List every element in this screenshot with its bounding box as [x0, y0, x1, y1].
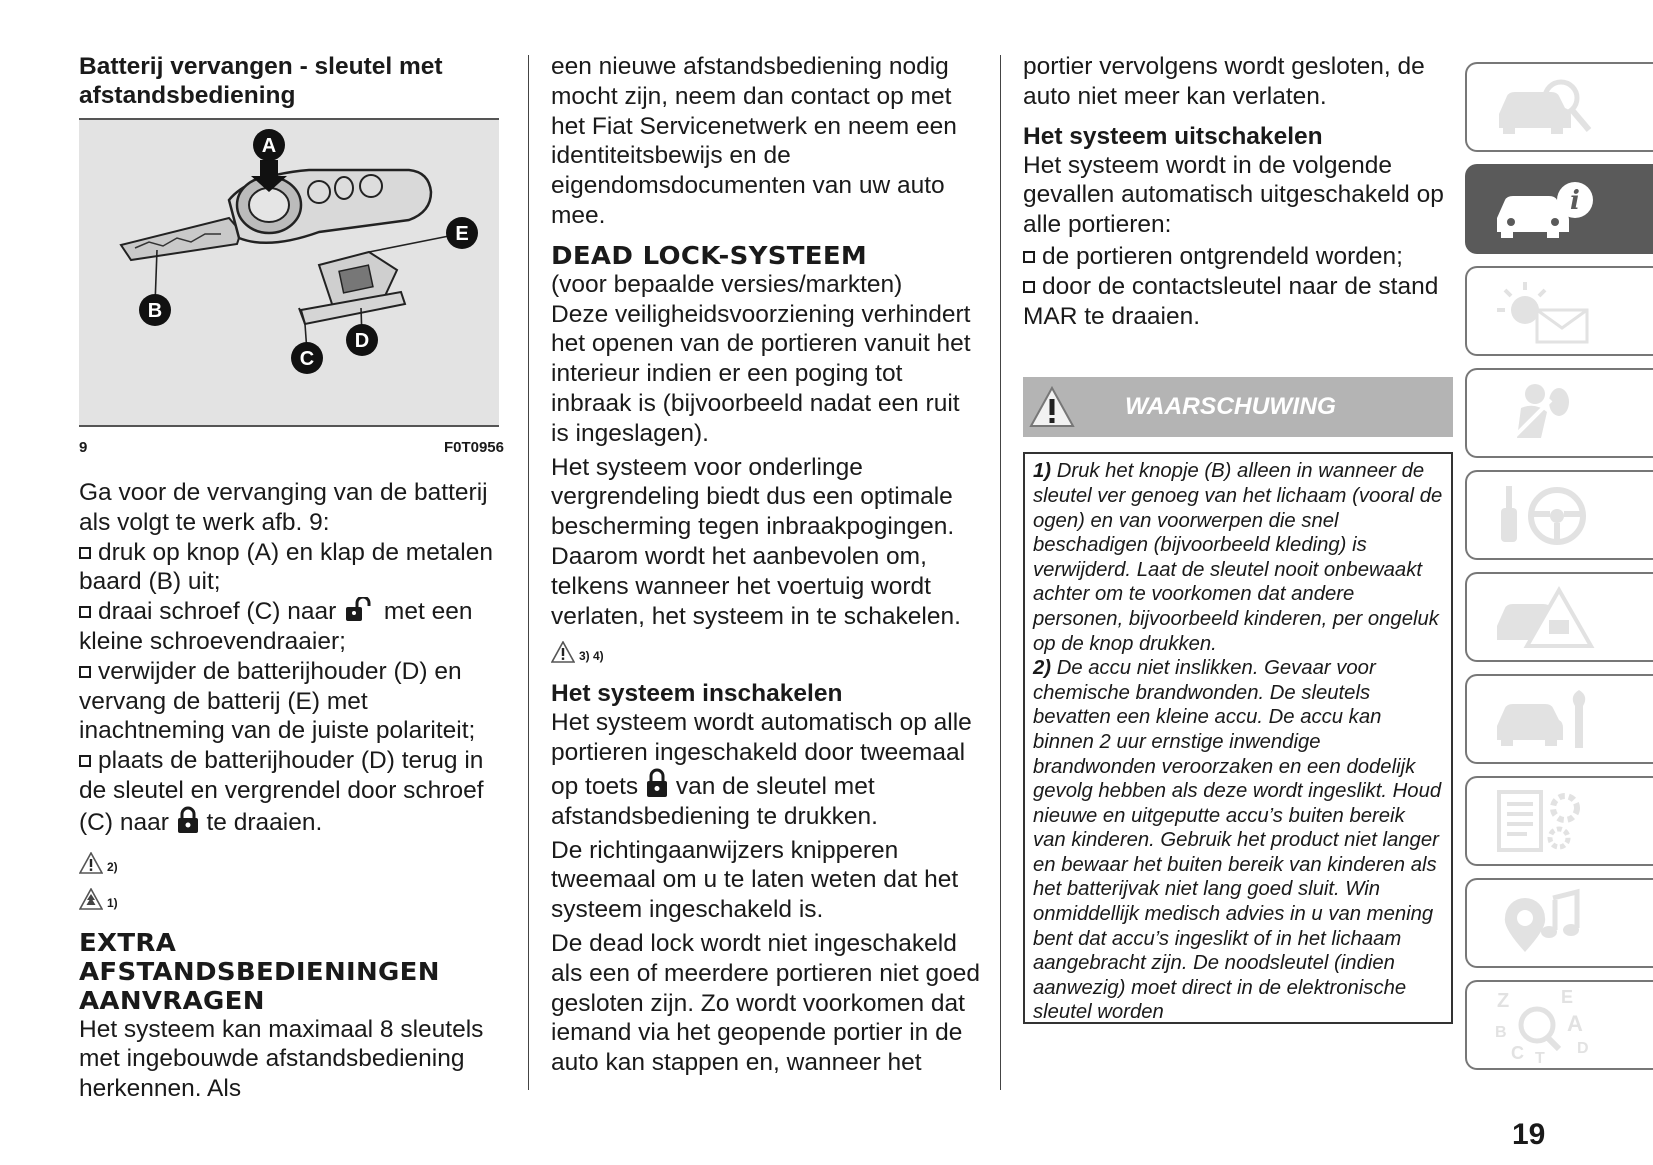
- warning-box: [1023, 452, 1453, 1024]
- tab-emergency[interactable]: [1465, 572, 1653, 662]
- svg-text:D: D: [354, 330, 370, 352]
- tab-airbag[interactable]: [1465, 368, 1653, 458]
- checkbox-bullet: [79, 666, 91, 678]
- lock-icon: [176, 806, 200, 834]
- warning-ref: 2): [79, 842, 504, 874]
- svg-text:B: B: [1495, 1024, 1507, 1041]
- svg-text:E: E: [455, 223, 469, 245]
- environment-ref: 1): [79, 878, 504, 910]
- tab-index[interactable]: [1465, 980, 1653, 1070]
- column-divider: [1000, 55, 1001, 1090]
- svg-text:A: A: [1567, 1011, 1583, 1036]
- tab-maintenance[interactable]: [1465, 674, 1653, 764]
- column-right: [1023, 52, 1453, 1024]
- technical-data-icon: [1491, 786, 1601, 856]
- tab-technical-data[interactable]: [1465, 776, 1653, 866]
- index-icon: [1491, 985, 1601, 1065]
- battery-heading: Batterij vervangen - sleutel met afstandsbediening: [79, 53, 443, 109]
- warning-triangle-icon: [551, 641, 575, 663]
- tab-multimedia[interactable]: [1465, 878, 1653, 968]
- warning-header: [1023, 377, 1453, 437]
- remotes-para-cont: een nieuwe afstandsbediening nodig mocht zijn, neem dan contact op met het Fiat Servicenetwerk en neem een identiteitsbewijs en de eigendomsdocumenten van uw auto mee.: [551, 53, 957, 229]
- environment-triangle-icon: [79, 888, 103, 910]
- svg-text:i: i: [1570, 186, 1580, 216]
- tab-car-search[interactable]: [1465, 62, 1653, 152]
- svg-text:C: C: [1511, 1043, 1524, 1063]
- svg-text:D: D: [1577, 1040, 1589, 1057]
- checkbox-bullet: [79, 547, 91, 559]
- svg-text:A: A: [261, 135, 277, 157]
- lock-icon: [645, 768, 669, 798]
- key-figure: [79, 118, 499, 427]
- emergency-icon: [1491, 582, 1601, 652]
- warning-item-1: 1) Druk het knopje (B) alleen in wanneer de sleutel ver genoeg van het lichaam (vooral de ogen) en van voorwerpen die snel beschadigen (bijvoorbeeld kleding) is verwijderd. Laat de sleutel nooit onbewaakt achter om te voorkomen dat andere personen, bijvoorbeeld kinderen, per ongeluk op de knop drukken.: [1033, 460, 1443, 655]
- unlock-icon: [343, 597, 377, 623]
- svg-text:T: T: [1535, 1050, 1545, 1065]
- deadlock-para-cont: portier vervolgens wordt gesloten, de auto niet meer kan verlaten.: [1023, 53, 1425, 110]
- column-middle: [551, 52, 981, 1078]
- enable-p2: De richtingaanwijzers knipperen tweemaal om u te laten weten dat het systeem ingeschakeld is.: [551, 836, 959, 924]
- step-item: draai schroef (C) naar met een kleine schroevendraaier;: [79, 598, 473, 655]
- tab-key-steering[interactable]: [1465, 470, 1653, 560]
- enable-subheading: Het systeem inschakelen: [551, 680, 843, 708]
- svg-text:E: E: [1561, 987, 1574, 1007]
- column-left: [79, 52, 504, 1104]
- dead-lock-heading: DEAD LOCK-SYSTEEM: [551, 240, 868, 270]
- dead-lock-p1: Deze veiligheidsvoorziening verhindert het openen van de portieren vanuit het interieur indien er een poging tot inbraak is (bijvoorbeeld nadat een ruit is ingeslagen).: [551, 300, 971, 447]
- key-illustration: [79, 120, 499, 425]
- tab-lights-message[interactable]: [1465, 266, 1653, 356]
- svg-text:B: B: [147, 300, 163, 322]
- page-number: 19: [1512, 1118, 1546, 1151]
- extra-remotes-para: Het systeem kan maximaal 8 sleutels met ingebouwde afstandsbediening herkennen. Als: [79, 1015, 484, 1103]
- checkbox-bullet: [1023, 251, 1035, 263]
- disable-item: de portieren ontgrendeld worden;: [1023, 242, 1453, 272]
- checkbox-bullet: [79, 755, 91, 767]
- callout-c: [291, 342, 323, 374]
- warning-triangle-icon: [79, 852, 103, 874]
- dead-lock-p2: Het systeem voor onderlinge vergrendeling biedt dus een optimale bescherming tegen inbraakpogingen. Daarom wordt het aanbevolen om, telkens wanneer het voertuig wordt verlaten, het systeem in te schakelen.: [551, 453, 961, 630]
- callout-d: [346, 324, 378, 356]
- callout-e: [446, 217, 478, 249]
- callout-a: [253, 129, 285, 161]
- versions-note: (voor bepaalde versies/markten): [551, 270, 903, 298]
- callout-b: [139, 294, 171, 326]
- warning-title: WAARSCHUWING: [1125, 393, 1336, 421]
- step-item: verwijder de batterijhouder (D) en vervang de batterij (E) met inachtneming van de juiste polariteit;: [79, 657, 476, 745]
- checkbox-bullet: [79, 606, 91, 618]
- enable-p3: De dead lock wordt niet ingeschakeld als een of meerdere portieren niet goed gesloten zijn. Zo wordt voorkomen dat iemand via het geopende portier in de auto kan stappen en, wanneer het: [551, 929, 981, 1077]
- maintenance-icon: [1491, 684, 1601, 754]
- disable-item: door de contactsleutel naar de stand MAR te draaien.: [1023, 272, 1439, 330]
- airbag-icon: [1491, 378, 1601, 448]
- figure-caption: [79, 439, 504, 456]
- column-divider: [528, 55, 529, 1090]
- enable-p1: Het systeem wordt automatisch op alle portieren ingeschakeld door tweemaal op toets van de sleutel met afstandsbediening te drukken.: [551, 709, 972, 830]
- multimedia-icon: [1491, 888, 1601, 958]
- battery-intro: Ga voor de vervanging van de batterij als volgt te werk afb. 9:: [79, 479, 488, 536]
- step-item: druk op knop (A) en klap de metalen baard (B) uit;: [79, 538, 493, 596]
- car-search-icon: [1491, 72, 1601, 142]
- extra-remotes-heading: EXTRA AFSTANDSBEDIENINGEN AANVRAGEN: [79, 927, 440, 1015]
- warning-item-2: 2) De accu niet inslikken. Gevaar voor chemische brandwonden. De sleutels bevatten een kleine accu. De accu kan binnen 2 uur ernstige inwendige brandwonden veroorzaken en een dodelijk gevolg hebben als deze wordt ingeslikt. Houd nieuwe en uitgeputte accu’s buiten bereik van kinderen. Gebruik het product niet langer en bewaar het buiten bereik van kinderen als het batterijvak niet lang goed sluit. Win onmiddellijk medisch advies in u van mening bent dat accu’s ingeslikt of in het lichaam aangebracht zijn. De noodsleutel (indien aanwezig) moet direct in de elektronische sleutel worden: [1033, 657, 1442, 1024]
- figure-number: 9: [79, 439, 88, 456]
- svg-text:C: C: [299, 348, 315, 370]
- step-item: plaats de batterijhouder (D) terug in de sleutel en vergrendel door schroef (C) naar te draaien.: [79, 747, 484, 836]
- svg-text:Z: Z: [1497, 990, 1510, 1012]
- car-info-icon: [1491, 174, 1601, 244]
- figure-code: F0T0956: [443, 439, 504, 456]
- disable-p1: Het systeem wordt in de volgende gevallen automatisch uitgeschakeld op alle portieren:: [1023, 151, 1444, 239]
- tab-car-info[interactable]: [1465, 164, 1653, 254]
- warning-triangle-icon: [1028, 385, 1076, 429]
- key-steering-icon: [1491, 480, 1601, 550]
- disable-subheading: Het systeem uitschakelen: [1023, 122, 1323, 150]
- checkbox-bullet: [1023, 281, 1035, 293]
- lights-message-icon: [1491, 276, 1601, 346]
- warning-ref: 3) 4): [551, 635, 981, 663]
